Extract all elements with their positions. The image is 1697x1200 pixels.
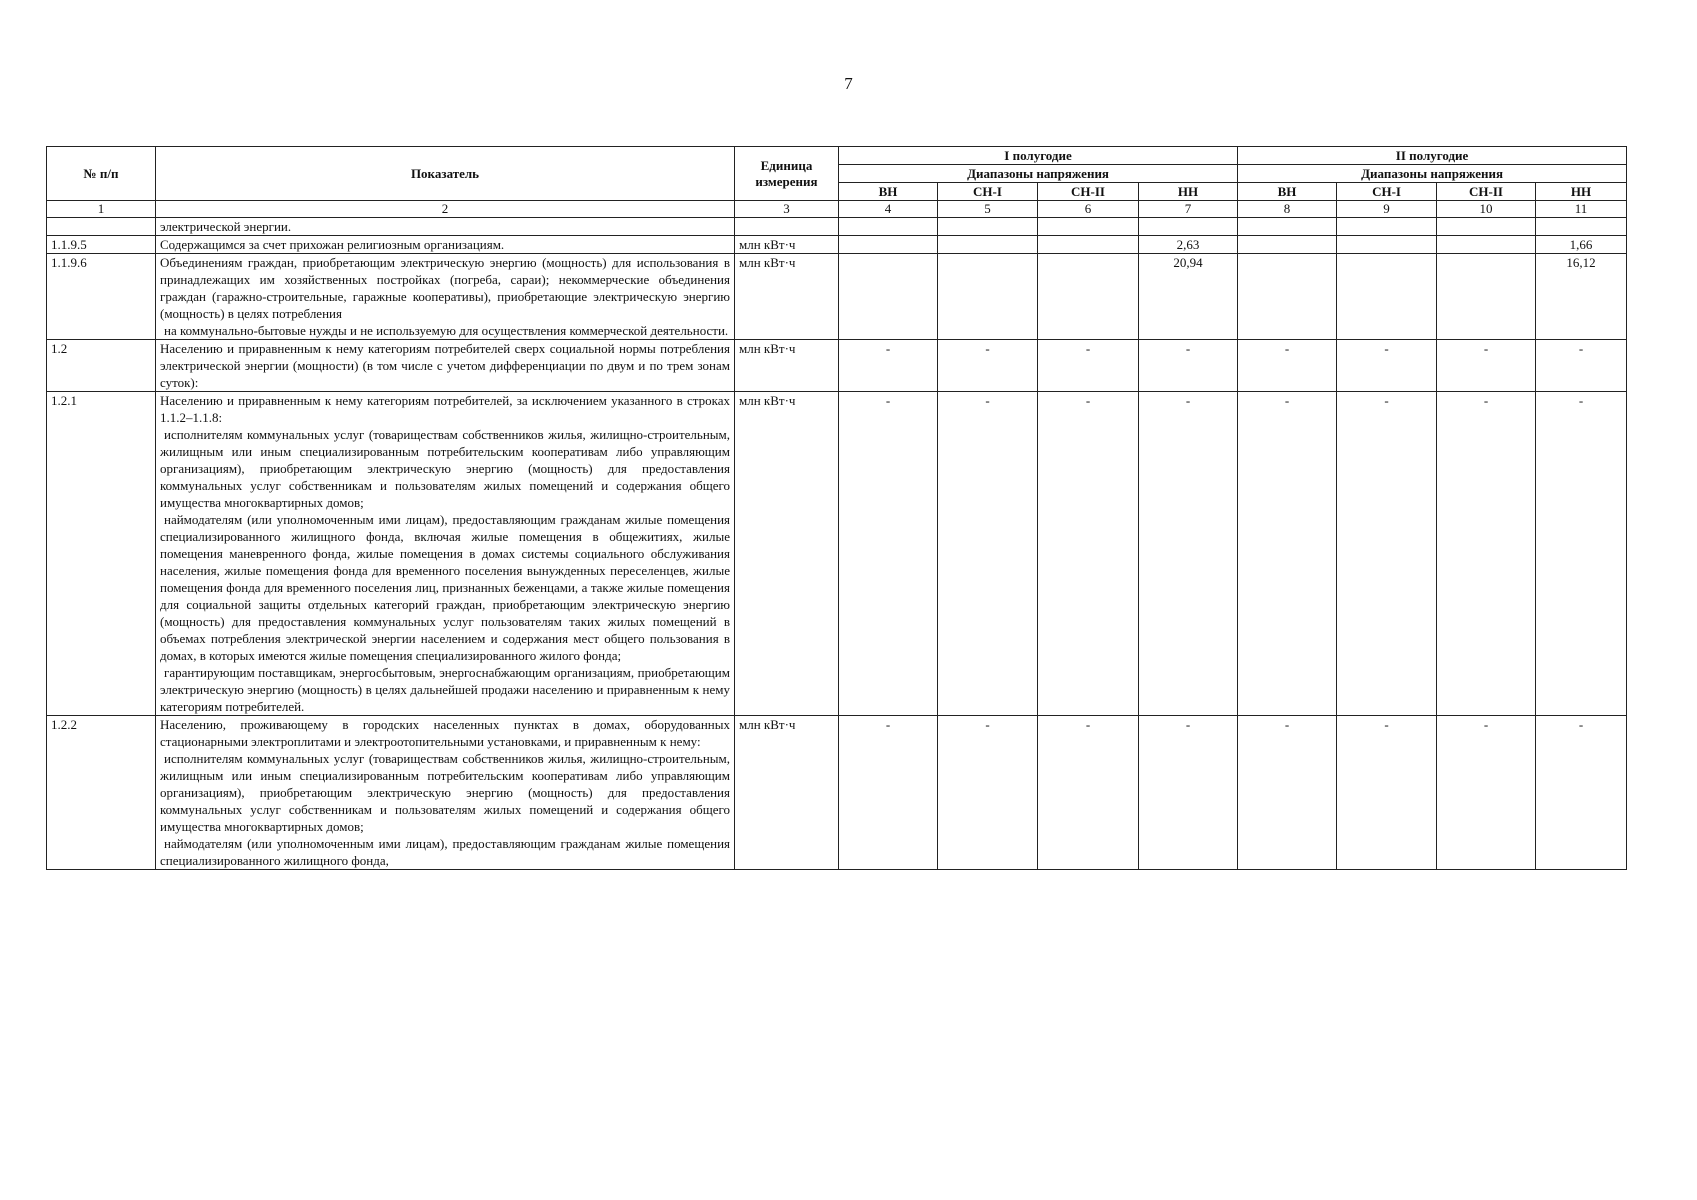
row-code: 1.1.9.6 [47,254,156,340]
row-value: 1,66 [1536,236,1627,254]
row-value [1038,236,1139,254]
row-value [1437,218,1536,236]
row-value [1337,254,1437,340]
row-unit: млн кВт·ч [735,392,839,716]
row-code: 1.2 [47,340,156,392]
header-half2: II полугодие [1238,147,1627,165]
header-voltage-vn: ВН [839,183,938,201]
row-value: - [1139,392,1238,716]
table-row [47,716,1627,870]
row-value [938,254,1038,340]
indicator-paragraph: исполнителям коммунальных услуг (товариществам собственников жилья, жилищно-строительным, жилищным или иным специализированным потребительским кооперативам либо управляющим организациям), приобретающим электрическую энергию (мощность) для предоставления коммунальных услуг собственникам и пользователям жилых помещений и содержания общего имущества многоквартирных домов; [160,427,730,510]
tariff-volume-table [46,146,1627,870]
indicator-paragraph: Объединениям граждан, приобретающим электрическую энергию (мощность) для использования в принадлежащих им хозяйственных постройках (погреба, сараи); некоммерческие объединения граждан (гаражно-строительные, гаражные кооперативы), приобретающие электрическую энергию (мощность) в целях потребления [160,255,730,321]
row-value [938,218,1038,236]
row-indicator [156,716,735,870]
row-value: - [1337,716,1437,870]
row-code: 1.1.9.5 [47,236,156,254]
indicator-paragraph: наймодателям (или уполномоченным ими лицам), предоставляющим гражданам жилые помещения специализированного жилищного фонда, [160,836,730,868]
indicator-paragraph: Населению и приравненным к нему категориям потребителей сверх социальной нормы потребления электрической энергии (мощности) (в том числе с учетом дифференциации по двум и по трем зонам суток): [160,341,730,390]
row-value: - [1536,340,1627,392]
table-row [47,254,1627,340]
row-value [1038,218,1139,236]
column-number: 8 [1238,201,1337,218]
indicator-paragraph: Населению и приравненным к нему категориям потребителей, за исключением указанного в строках 1.1.2–1.1.8: [160,393,730,425]
row-value: - [1139,716,1238,870]
header-ranges-half1: Диапазоны напряжения [839,165,1238,183]
row-value [1536,218,1627,236]
indicator-paragraph: Населению, проживающему в городских населенных пунктах в домах, оборудованных стационарными электроплитами и электроотопительными установками, и приравненным к нему: [160,717,730,749]
row-value [1337,236,1437,254]
column-number-row [47,201,1627,218]
column-number: 6 [1038,201,1139,218]
header-voltage-sn2: СН-II [1437,183,1536,201]
indicator-paragraph: наймодателям (или уполномоченным ими лицам), предоставляющим гражданам жилые помещения специализированного жилищного фонда, включая жилые помещения в общежитиях, жилые помещения маневренного фонда, жилые помещения в домах системы социального обслуживания населения, жилые помещения фонда для временного поселения вынужденных переселенцев, жилые помещения фонда для временного поселения лиц, признанных беженцами, а также жилые помещения для социальной защиты отдельных категорий граждан, приобретающим электрическую энергию (мощность) для предоставления коммунальных услуг пользователям таких жилых помещений в объемах потребления электрической энергии населением и содержания мест общего пользования в домах, в которых имеются жилые помещения специализированного жилого фонда; [160,512,730,663]
row-value: - [1337,340,1437,392]
row-value [839,254,938,340]
row-value: - [1139,340,1238,392]
column-number: 2 [156,201,735,218]
row-value [1238,236,1337,254]
column-number: 7 [1139,201,1238,218]
row-value: - [1337,392,1437,716]
indicator-paragraph: на коммунально-бытовые нужды и не используемую для осуществления коммерческой деятельности. [164,323,729,338]
indicator-paragraph: гарантирующим поставщикам, энергосбытовым, энергоснабжающим организациям, приобретающим электрическую энергию (мощность) в целях дальнейшей продажи населению и приравненным к нему категориям потребителей. [160,665,730,714]
row-unit: млн кВт·ч [735,254,839,340]
row-value: 16,12 [1536,254,1627,340]
row-indicator [156,218,735,236]
header-unit: Единица измерения [735,147,839,201]
row-unit: млн кВт·ч [735,716,839,870]
row-code: 1.2.1 [47,392,156,716]
row-unit: млн кВт·ч [735,236,839,254]
column-number: 11 [1536,201,1627,218]
row-value: - [1238,392,1337,716]
row-value: - [839,340,938,392]
row-value [1337,218,1437,236]
row-value: 20,94 [1139,254,1238,340]
indicator-paragraph: исполнителям коммунальных услуг (товариществам собственников жилья, жилищно-строительным, жилищным или иным специализированным потребительским кооперативам либо управляющим организациям), приобретающим электрическую энергию (мощность) для предоставления коммунальных услуг собственникам и пользователям жилых помещений и содержания общего имущества многоквартирных домов; [160,751,730,834]
column-number: 1 [47,201,156,218]
row-value [1437,236,1536,254]
header-num: № п/п [47,147,156,201]
row-value [1038,254,1139,340]
row-value: - [1038,716,1139,870]
row-value: 2,63 [1139,236,1238,254]
row-value: - [1437,340,1536,392]
row-code [47,218,156,236]
column-number: 3 [735,201,839,218]
row-value: - [938,340,1038,392]
row-value: - [1238,716,1337,870]
row-value: - [1238,340,1337,392]
row-unit: млн кВт·ч [735,340,839,392]
row-value [1437,254,1536,340]
indicator-paragraph: Содержащимся за счет прихожан религиозным организациям. [160,237,505,252]
table-row [47,236,1627,254]
header-voltage-sn1: СН-I [938,183,1038,201]
header-ranges-half2: Диапазоны напряжения [1238,165,1627,183]
row-indicator [156,236,735,254]
table-row [47,218,1627,236]
row-value: - [938,392,1038,716]
row-value: - [1038,340,1139,392]
row-value [938,236,1038,254]
header-voltage-vn: ВН [1238,183,1337,201]
row-value [1139,218,1238,236]
row-code: 1.2.2 [47,716,156,870]
row-value: - [1536,392,1627,716]
column-number: 10 [1437,201,1536,218]
table-row [47,392,1627,716]
column-number: 4 [839,201,938,218]
row-indicator [156,392,735,716]
row-value: - [839,392,938,716]
row-value: - [839,716,938,870]
page-number: 7 [844,74,853,93]
row-value: - [1038,392,1139,716]
header-voltage-sn1: СН-I [1337,183,1437,201]
row-value [839,236,938,254]
header-indicator: Показатель [156,147,735,201]
table-row [47,340,1627,392]
row-value [1238,218,1337,236]
header-half1: I полугодие [839,147,1238,165]
row-indicator [156,340,735,392]
row-unit [735,218,839,236]
row-value [1238,254,1337,340]
header-voltage-sn2: СН-II [1038,183,1139,201]
column-number: 5 [938,201,1038,218]
header-voltage-nn: НН [1139,183,1238,201]
row-value: - [1437,392,1536,716]
row-value: - [1437,716,1536,870]
column-number: 9 [1337,201,1437,218]
row-value [839,218,938,236]
row-value: - [1536,716,1627,870]
row-value: - [938,716,1038,870]
header-voltage-nn: НН [1536,183,1627,201]
indicator-paragraph: электрической энергии. [160,219,292,234]
row-indicator [156,254,735,340]
